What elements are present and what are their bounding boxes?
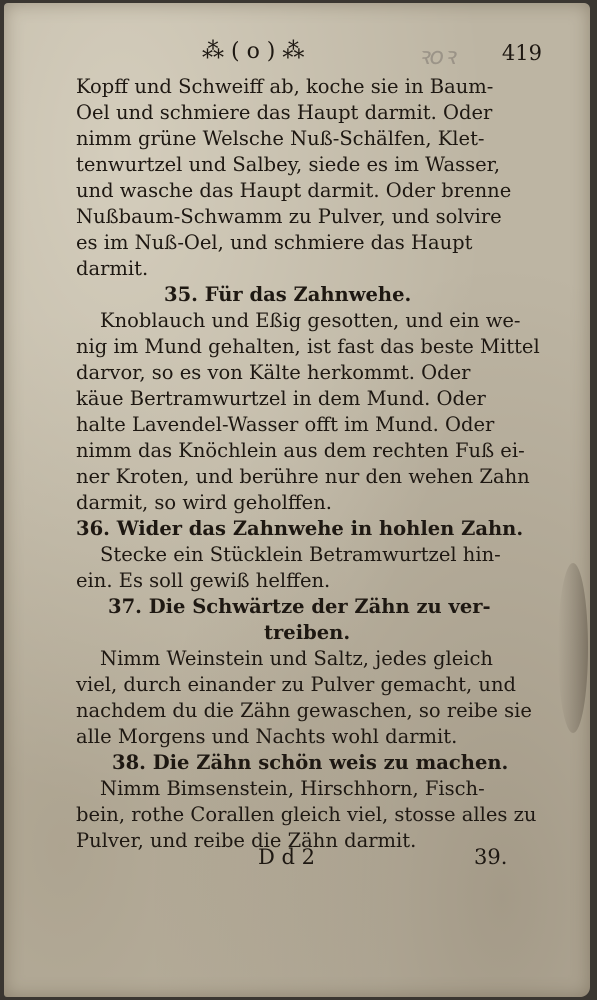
text-line: Pulver, und reibe die Zähn darmit. bbox=[76, 829, 417, 852]
text-line: nimm grüne Welsche Nuß-Schälfen, Klet- bbox=[76, 127, 485, 150]
section-heading-35: 35. Für das Zahnwehe. bbox=[164, 283, 412, 306]
text-line: viel, durch einander zu Pulver gemacht, und bbox=[76, 673, 517, 696]
text-line: darmit. bbox=[76, 257, 149, 280]
section-heading-36: 36. Wider das Zahnwehe in hohlen Zahn. bbox=[76, 517, 524, 540]
text-line: alle Morgens und Nachts wohl darmit. bbox=[76, 725, 458, 748]
running-header bbox=[202, 39, 562, 69]
section-heading-37: 37. Die Schwärtze der Zähn zu ver- bbox=[108, 595, 491, 618]
text-line: Nimm Weinstein und Saltz, jedes gleich bbox=[100, 647, 493, 670]
pencil-annotation: ꝛoꝛ bbox=[418, 42, 456, 70]
text-line: nig im Mund gehalten, ist fast das beste Mittel bbox=[76, 335, 540, 358]
section-heading-38: 38. Die Zähn schön weis zu machen. bbox=[112, 751, 509, 774]
text-line: Knoblauch und Eßig gesotten, und ein we- bbox=[100, 309, 521, 332]
catchword: 39. bbox=[474, 845, 508, 869]
text-line: ein. Es soll gewiß helffen. bbox=[76, 569, 331, 592]
text-line: nimm das Knöchlein aus dem rechten Fuß ei- bbox=[76, 439, 525, 462]
header-ornament: ⁂ ( o ) ⁂ bbox=[202, 39, 305, 64]
text-line: halte Lavendel-Wasser offt im Mund. Oder bbox=[76, 413, 495, 436]
page-stain bbox=[558, 563, 588, 733]
text-line: darmit, so wird geholffen. bbox=[76, 491, 332, 514]
text-line: Stecke ein Stücklein Betramwurtzel hin- bbox=[100, 543, 501, 566]
text-line: Oel und schmiere das Haupt darmit. Oder bbox=[76, 101, 493, 124]
text-line: Kopff und Schweiff ab, koche sie in Baum- bbox=[76, 75, 494, 98]
section-heading-37-cont: treiben. bbox=[264, 621, 351, 644]
text-line: bein, rothe Corallen gleich viel, stosse alles zu bbox=[76, 803, 537, 826]
text-line: und wasche das Haupt darmit. Oder brenne bbox=[76, 179, 512, 202]
book-page bbox=[4, 3, 590, 997]
text-line: es im Nuß-Oel, und schmiere das Haupt bbox=[76, 231, 473, 254]
page-number: 419 bbox=[501, 41, 542, 65]
text-line: Nußbaum-Schwamm zu Pulver, und solvire bbox=[76, 205, 502, 228]
signature-mark: D d 2 bbox=[258, 845, 315, 869]
text-line: nachdem du die Zähn gewaschen, so reibe sie bbox=[76, 699, 532, 722]
text-line: käue Bertramwurtzel in dem Mund. Oder bbox=[76, 387, 486, 410]
text-line: tenwurtzel und Salbey, siede es im Wasser, bbox=[76, 153, 501, 176]
text-line: darvor, so es von Kälte herkommt. Oder bbox=[76, 361, 471, 384]
text-line: ner Kroten, und berühre nur den wehen Zahn bbox=[76, 465, 530, 488]
text-line: Nimm Bimsenstein, Hirschhorn, Fisch- bbox=[100, 777, 485, 800]
